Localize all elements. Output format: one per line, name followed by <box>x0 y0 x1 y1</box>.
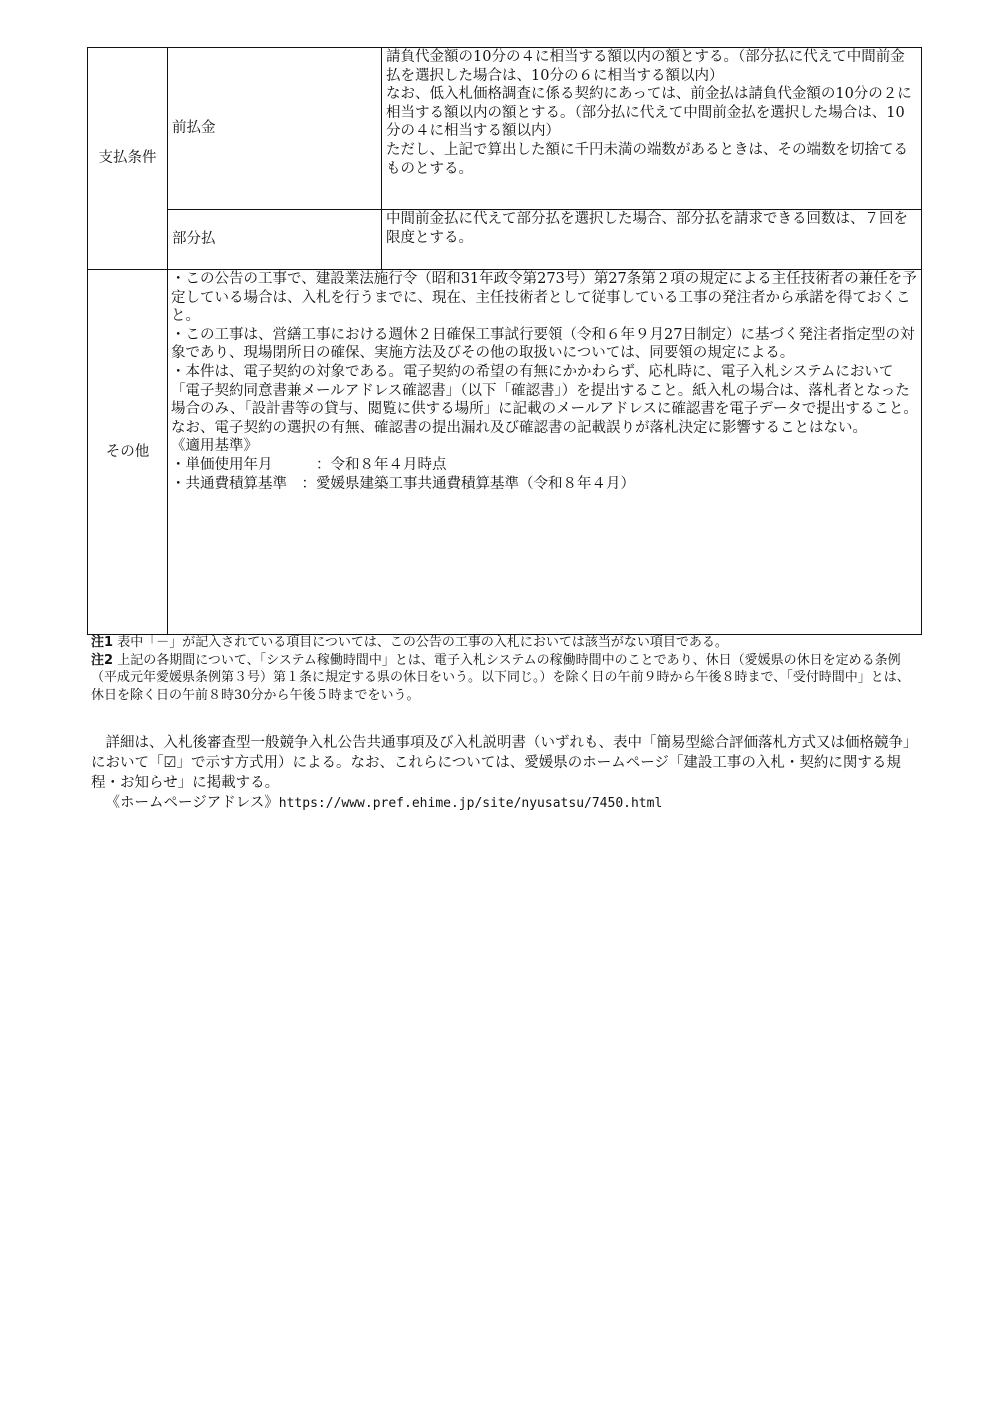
other-row <box>88 270 922 635</box>
other-paragraph: ・この工事は、営繕工事における週休２日確保工事試行要領（令和６年９月27日制定）に基づく発注者指定型の対象であり、現場閉所日の確保、実施方法及びその他の取扱いについては、同要領の規定による。 <box>171 326 915 362</box>
advance-payment-paragraph: なお、低入札価格調査に係る契約にあっては、前金払は請負代金額の10分の２に相当する額以内の額とする。（部分払に代えて中間前金払を選択した場合は、10分の４に相当する額以内） <box>386 86 912 140</box>
details-section <box>91 733 921 814</box>
advance-payment-label: 前払金 <box>168 48 382 210</box>
homepage-address <box>91 793 921 814</box>
details-paragraph: 詳細は、入札後審査型一般競争入札公告共通事項及び入札説明書（いずれも、表中「簡易型総合評価落札方式又は価格競争」において「☑」で示す方式用）による。なお、これらについては、愛媛県のホームページ「建設工事の入札・契約に関する規程・お知らせ」に掲載する。 <box>91 735 918 791</box>
partial-payment-label: 部分払 <box>168 210 382 270</box>
standard-item: ・共通費積算基準 ：愛媛県建築工事共通費積算基準（令和８年４月） <box>171 475 635 492</box>
other-content <box>168 270 922 635</box>
note-mark: 注1 <box>91 635 114 650</box>
other-label: その他 <box>88 270 168 635</box>
conditions-table <box>87 47 922 635</box>
other-paragraph: ・この公告の工事で、建設業法施行令（昭和31年政令第273号）第27条第２項の規定による主任技術者の兼任を予定している場合は、入札を行うまでに、現在、主任技術者として従事している工事の発注者から承諾を得ておくこと。 <box>171 271 917 325</box>
partial-payment-content: 中間前金払に代えて部分払を選択した場合、部分払を請求できる回数は、７回を限度とする。 <box>382 210 922 270</box>
note-item <box>91 652 921 705</box>
other-paragraph: ・本件は、電子契約の対象である。電子契約の希望の有無にかかわらず、応札時に、電子入札システムにおいて「電子契約同意書兼メールアドレス確認書」（以下「確認書」）を提出すること。紙入札の場合は、落札者となった場合のみ、「設計書等の貸与、閲覧に供する場所」に記載のメールアドレスに確認書を電子データで提出すること。なお、電子契約の選択の有無、確認書の提出漏れ及び確認書の記載誤りが落札決定に影響することはない。 <box>171 363 918 436</box>
standard-item: ・単価使用年月 ：令和８年４月時点 <box>171 456 447 473</box>
advance-payment-row <box>88 48 922 210</box>
notes-section <box>91 634 921 704</box>
note-item <box>91 634 921 652</box>
note-mark: 注2 <box>91 652 114 668</box>
advance-payment-paragraph: ただし、上記で算出した額に千円未満の端数があるときは、その端数を切捨てるものとする。 <box>386 141 908 177</box>
homepage-url-link[interactable]: https://www.pref.ehime.jp/site/nyusatsu/7450.html <box>278 796 663 811</box>
note-text: 表中「－」が記入されている項目については、この公告の工事の入札においては該当がない項目である。 <box>117 635 728 650</box>
note-text: 上記の各期間について、「システム稼働時間中」とは、電子入札システムの稼働時間中のことであり、休日（愛媛県の休日を定める条例（平成元年愛媛県条例第３号）第１条に規定する県の休日をいう。以下同じ。）を除く日の午前９時から午後８時まで、「受付時間中」とは、休日を除く日の午前８時30分から午後５時までをいう。 <box>91 652 910 703</box>
advance-payment-content <box>382 48 922 210</box>
advance-payment-paragraph: 請負代金額の10分の４に相当する額以内の額とする。（部分払に代えて中間前金払を選択した場合は、10分の６に相当する額以内） <box>386 49 905 84</box>
standards-heading: 《適用基準》 <box>171 438 258 455</box>
homepage-address-label: 《ホームページアドレス》 <box>105 795 279 811</box>
partial-payment-row <box>88 210 922 270</box>
payment-conditions-label: 支払条件 <box>88 48 168 270</box>
